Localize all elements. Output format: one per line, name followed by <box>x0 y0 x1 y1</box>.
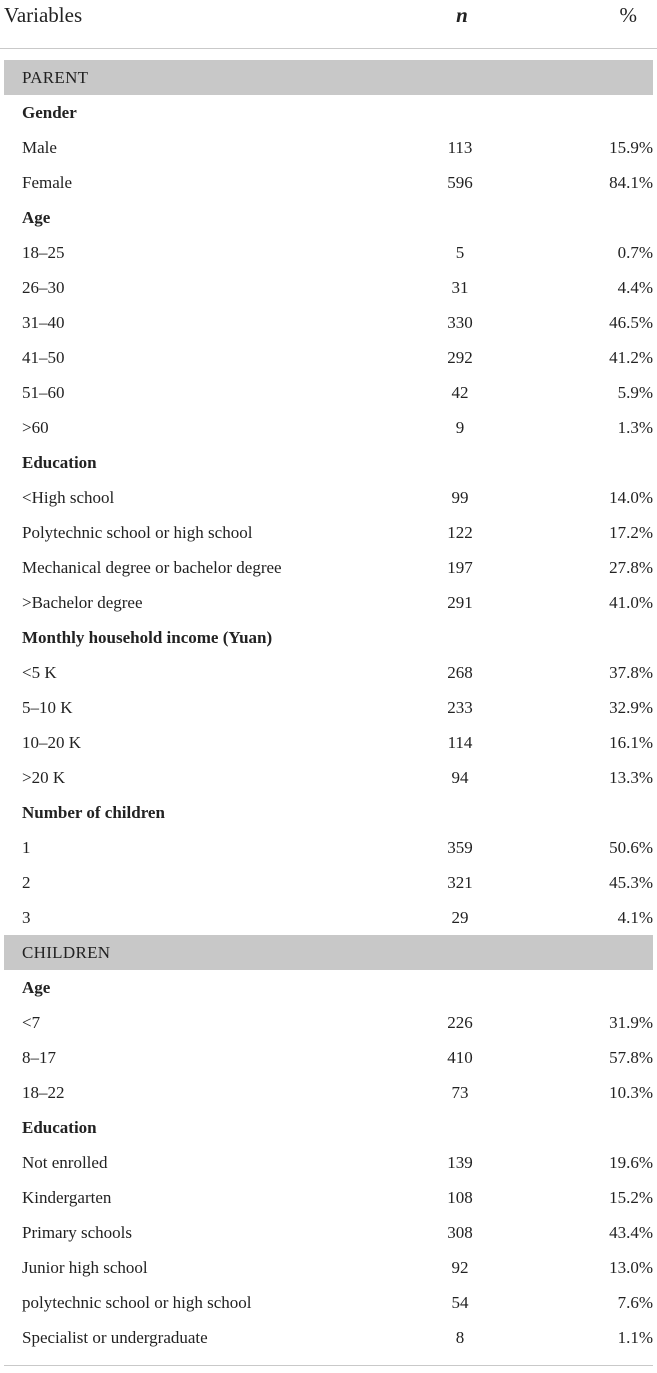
row-count: 410 <box>447 1048 473 1067</box>
table-row <box>0 1215 657 1250</box>
row-label: 26–30 <box>22 278 65 297</box>
category-row <box>0 445 657 480</box>
row-label: polytechnic school or high school <box>22 1293 252 1312</box>
table-row <box>0 1180 657 1215</box>
row-label: <7 <box>22 1013 41 1032</box>
row-count: 108 <box>447 1188 473 1207</box>
row-count: 114 <box>447 733 473 752</box>
row-count: 99 <box>451 488 469 507</box>
row-count: 73 <box>451 1083 469 1102</box>
row-percent: 32.9% <box>609 698 653 717</box>
table-body <box>0 60 657 1355</box>
row-percent: 37.8% <box>609 663 653 682</box>
row-percent: 27.8% <box>609 558 653 577</box>
row-count: 31 <box>451 278 469 297</box>
row-label: >20 K <box>22 768 66 787</box>
category-row <box>0 620 657 655</box>
row-percent: 45.3% <box>609 873 653 892</box>
row-percent: 31.9% <box>609 1013 653 1032</box>
row-count: 8 <box>455 1328 465 1347</box>
row-percent: 43.4% <box>609 1223 653 1242</box>
row-percent: 4.4% <box>617 278 653 297</box>
row-label: 1 <box>22 838 31 857</box>
row-count: 226 <box>447 1013 473 1032</box>
row-label: Kindergarten <box>22 1188 112 1207</box>
row-count: 359 <box>447 838 473 857</box>
row-percent: 4.1% <box>617 908 653 927</box>
row-percent: 50.6% <box>609 838 653 857</box>
table-row <box>0 1320 657 1355</box>
row-count: 197 <box>447 558 473 577</box>
row-label: Female <box>22 173 73 192</box>
category-label: Gender <box>22 103 77 122</box>
row-label: Specialist or undergraduate <box>22 1328 208 1347</box>
row-count: 308 <box>447 1223 473 1242</box>
header-n: n <box>456 3 468 27</box>
row-count: 54 <box>451 1293 469 1312</box>
row-label: 18–22 <box>22 1083 65 1102</box>
row-label: 41–50 <box>22 348 65 367</box>
header-percent: % <box>619 3 637 27</box>
category-label: Number of children <box>22 803 165 822</box>
row-count: 29 <box>451 908 469 927</box>
category-label: Education <box>22 1118 97 1137</box>
row-count: 139 <box>447 1153 473 1172</box>
row-count: 292 <box>447 348 473 367</box>
row-count: 233 <box>447 698 473 717</box>
row-percent: 41.0% <box>609 593 653 612</box>
row-count: 122 <box>447 523 473 542</box>
table-header <box>0 0 657 49</box>
row-percent: 5.9% <box>617 383 653 402</box>
table-row <box>0 375 657 410</box>
table-row <box>0 480 657 515</box>
row-label: Mechanical degree or bachelor degree <box>22 558 282 577</box>
category-row <box>0 95 657 130</box>
row-count: 5 <box>455 243 465 262</box>
row-percent: 1.1% <box>617 1328 653 1347</box>
table-row <box>0 725 657 760</box>
row-label: Junior high school <box>22 1258 148 1277</box>
row-count: 113 <box>447 138 473 157</box>
row-label: 5–10 K <box>22 698 73 717</box>
table-row <box>0 1250 657 1285</box>
table-row <box>0 550 657 585</box>
category-label: Age <box>22 978 51 997</box>
category-row <box>0 1110 657 1145</box>
table-row <box>0 655 657 690</box>
section-header: PARENT <box>4 60 653 95</box>
table-row <box>0 235 657 270</box>
table-row <box>0 1145 657 1180</box>
row-label: <High school <box>22 488 115 507</box>
row-percent: 15.2% <box>609 1188 653 1207</box>
row-label: >60 <box>22 418 49 437</box>
row-percent: 16.1% <box>609 733 653 752</box>
table-row <box>0 865 657 900</box>
row-percent: 1.3% <box>617 418 653 437</box>
row-label: 8–17 <box>22 1048 56 1067</box>
row-label: 2 <box>22 873 31 892</box>
row-percent: 19.6% <box>609 1153 653 1172</box>
section-header: CHILDREN <box>4 935 653 970</box>
row-percent: 15.9% <box>609 138 653 157</box>
row-count: 596 <box>447 173 473 192</box>
row-label: Polytechnic school or high school <box>22 523 253 542</box>
table-row <box>0 340 657 375</box>
row-percent: 46.5% <box>609 313 653 332</box>
row-label: Not enrolled <box>22 1153 108 1172</box>
row-percent: 84.1% <box>609 173 653 192</box>
row-count: 9 <box>455 418 465 437</box>
table-row <box>0 585 657 620</box>
table-row <box>0 690 657 725</box>
table-row <box>0 760 657 795</box>
row-count: 330 <box>447 313 473 332</box>
row-label: 18–25 <box>22 243 65 262</box>
table-row <box>0 1285 657 1320</box>
row-count: 291 <box>447 593 473 612</box>
bottom-rule <box>4 1365 653 1366</box>
category-label: Education <box>22 453 97 472</box>
table-row <box>0 130 657 165</box>
row-percent: 17.2% <box>609 523 653 542</box>
table-row <box>0 270 657 305</box>
table-row <box>0 1075 657 1110</box>
row-label: 31–40 <box>22 313 65 332</box>
row-label: Primary schools <box>22 1223 133 1242</box>
row-count: 92 <box>451 1258 469 1277</box>
row-count: 94 <box>451 768 469 787</box>
row-percent: 13.3% <box>609 768 653 787</box>
category-row <box>0 970 657 1005</box>
row-percent: 7.6% <box>617 1293 653 1312</box>
table-row <box>0 1040 657 1075</box>
row-percent: 10.3% <box>609 1083 653 1102</box>
row-label: >Bachelor degree <box>22 593 143 612</box>
row-count: 268 <box>447 663 473 682</box>
row-label: 10–20 K <box>22 733 82 752</box>
table-row <box>0 165 657 200</box>
row-count: 42 <box>451 383 469 402</box>
table-row <box>0 515 657 550</box>
table-row <box>0 410 657 445</box>
table-row <box>0 900 657 935</box>
table-row <box>0 830 657 865</box>
row-percent: 57.8% <box>609 1048 653 1067</box>
row-label: 3 <box>22 908 31 927</box>
category-row <box>0 795 657 830</box>
row-label: Male <box>22 138 57 157</box>
category-label: Age <box>22 208 51 227</box>
row-percent: 41.2% <box>609 348 653 367</box>
row-percent: 14.0% <box>609 488 653 507</box>
table-row <box>0 1005 657 1040</box>
header-variables: Variables <box>4 3 83 27</box>
table-row <box>0 305 657 340</box>
category-row <box>0 200 657 235</box>
row-label: 51–60 <box>22 383 65 402</box>
row-percent: 13.0% <box>609 1258 653 1277</box>
row-percent: 0.7% <box>617 243 653 262</box>
category-label: Monthly household income (Yuan) <box>22 628 273 647</box>
row-count: 321 <box>447 873 473 892</box>
row-label: <5 K <box>22 663 57 682</box>
